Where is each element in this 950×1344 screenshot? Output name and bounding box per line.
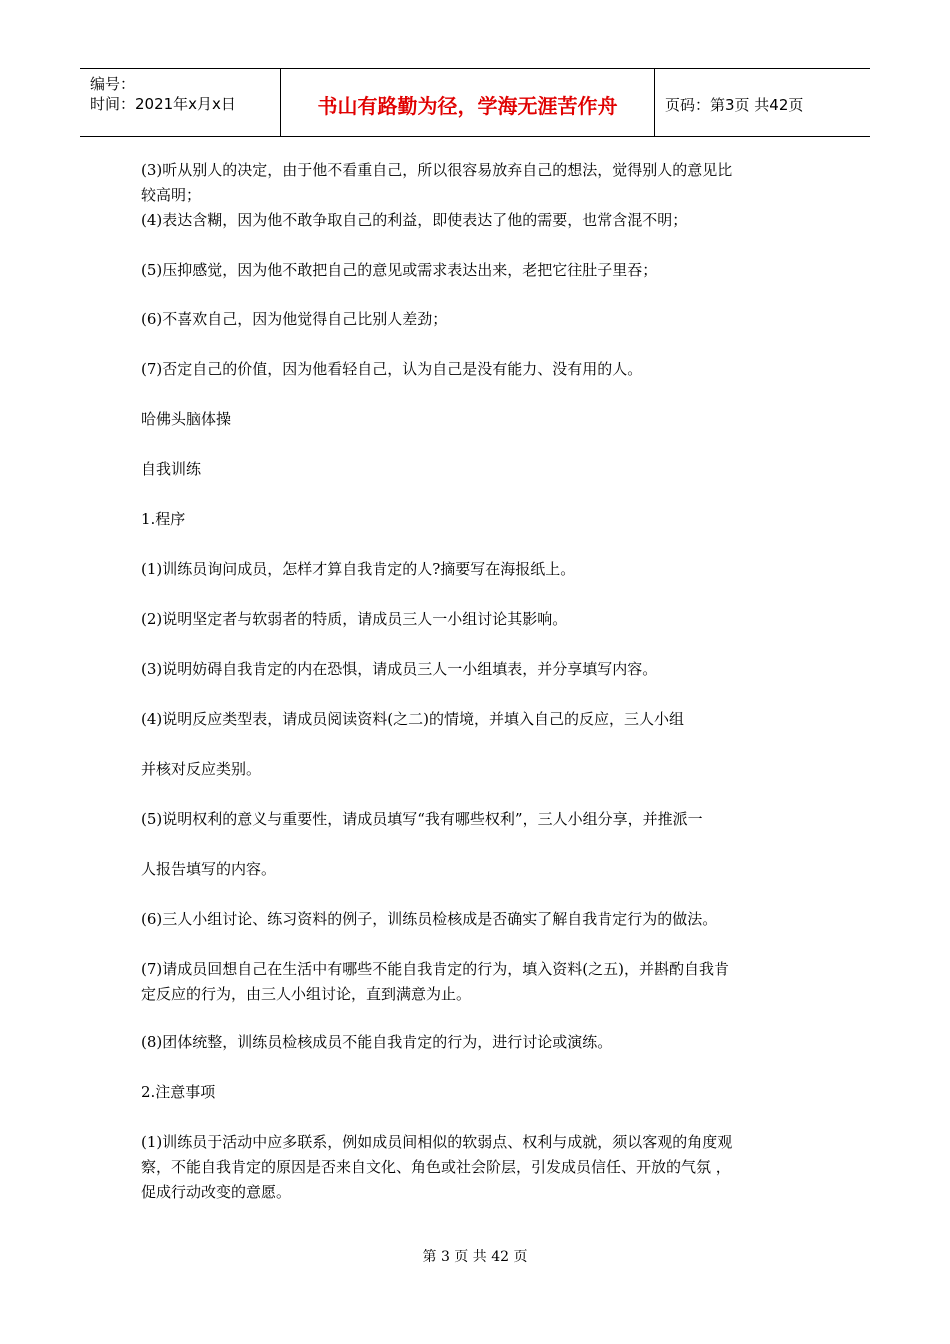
text-line: (1)训练员询问成员，怎样才算自我肯定的人?摘要写在海报纸上。 [141, 560, 576, 578]
text-line: (2)说明坚定者与软弱者的特质，请成员三人一小组讨论其影响。 [141, 610, 568, 628]
text-line: (7)请成员回想自己在生活中有哪些不能自我肯定的行为，填入资料(之五)，并斟酌自我肯 [141, 960, 729, 978]
header-page-info: 页码：第3页 共42页 [665, 96, 804, 114]
text-line: 人报告填写的内容。 [141, 860, 277, 878]
text-line: (1)训练员于活动中应多联系，例如成员间相似的软弱点、权利与成就，须以客观的角度观 [141, 1133, 733, 1151]
text-line: 并核对反应类别。 [141, 760, 262, 778]
text-line: (8)团体统整，训练员检核成员不能自我肯定的行为，进行讨论或演练。 [141, 1033, 613, 1051]
text-line: (5)压抑感觉，因为他不敢把自己的意见或需求表达出来，老把它往肚子里吞； [141, 261, 658, 279]
text-line: (4)表达含糊，因为他不敢争取自己的利益，即使表达了他的需要，也常含混不明； [141, 211, 688, 229]
text-line: 定反应的行为，由三人小组讨论，直到满意为止。 [141, 985, 472, 1003]
text-line: (3)听从别人的决定，由于他不看重自己，所以很容易放弃自己的想法，觉得别人的意见比 [141, 161, 733, 179]
text-line: 促成行动改变的意愿。 [141, 1183, 292, 1201]
header-meta [80, 69, 281, 136]
page-header [80, 68, 870, 137]
document-number-label: 编号： [90, 75, 136, 93]
text-line: (5)说明权利的意义与重要性，请成员填写“我有哪些权利”，三人小组分享，并推派一 [141, 810, 703, 828]
page-footer: 第 3 页 共 42 页 [422, 1249, 528, 1265]
text-line: 察，不能自我肯定的原因是否来自文化、角色或社会阶层，引发成员信任、开放的气氛 ， [141, 1158, 731, 1176]
text-line: (6)三人小组讨论、练习资料的例子，训练员检核成是否确实了解自我肯定行为的做法。 [141, 910, 718, 928]
header-motto: 书山有路勤为径，学海无涯苦作舟 [281, 69, 655, 136]
text-line: (4)说明反应类型表，请成员阅读资料(之二)的情境，并填入自己的反应，三人小组 [141, 710, 684, 728]
text-line: (7)否定自己的价值，因为他看轻自己，认为自己是没有能力、没有用的人。 [141, 360, 643, 378]
section-heading: 2.注意事项 [141, 1083, 216, 1101]
text-line: (6)不喜欢自己，因为他觉得自己比别人差劲； [141, 310, 448, 328]
section-heading: 自我训练 [141, 460, 202, 478]
section-heading: 哈佛头脑体操 [141, 410, 232, 428]
text-line: (3)说明妨碍自我肯定的内在恐惧，请成员三人一小组填表，并分享填写内容。 [141, 660, 658, 678]
text-line: 较高明； [141, 186, 202, 204]
document-time-label: 时间：2021年x月x日 [90, 95, 236, 113]
section-heading: 1.程序 [141, 510, 186, 528]
